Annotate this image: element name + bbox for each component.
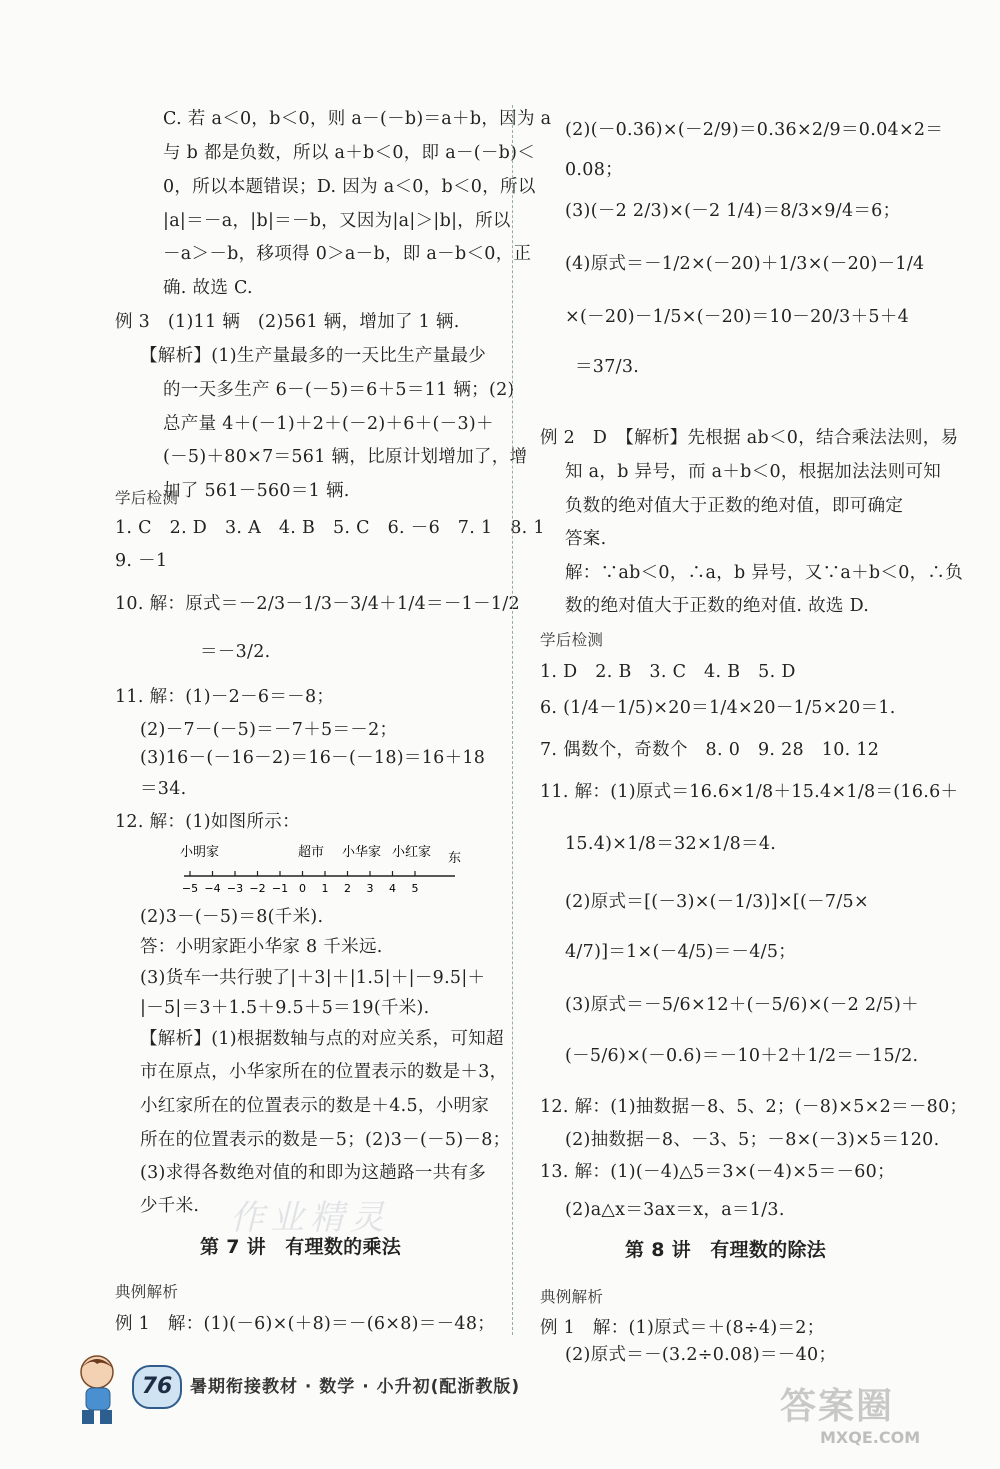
tick-label: 1 xyxy=(321,882,329,895)
answer-line: 13. 解：(1)(－4)△5＝3×(－4)×5＝－60； xyxy=(540,1162,895,1182)
tick-label: 3 xyxy=(366,882,374,895)
question-11: 11. 解：(1)－2－6＝－8； xyxy=(115,687,335,707)
question-12: 12. 解：(1)如图所示： xyxy=(115,812,300,832)
text-line: (3)求得各数绝对值的和即为这趟路一共有多 xyxy=(140,1163,487,1183)
text-line: ×(－20)－1/5×(－20)＝10－20/3＋5＋4 xyxy=(565,307,910,327)
cartoon-kid-icon xyxy=(62,1350,132,1430)
example-1-line: 例 1 解：(1)(－6)×(＋8)＝－(6×8)＝－48； xyxy=(115,1314,496,1334)
section-heading: 学后检测 xyxy=(540,631,604,649)
text-line: 【解析】(1)根据数轴与点的对应关系，可知超 xyxy=(140,1029,504,1049)
page-number: 76 xyxy=(132,1365,182,1409)
text-line: 确. 故选 C. xyxy=(163,278,253,298)
text-line: (4)原式＝－1/2×(－20)＋1/3×(－20)－1/4 xyxy=(565,254,925,274)
label-xiaohua: 小华家 xyxy=(342,845,382,860)
question-10: 10. 解：原式＝－2/3－1/3－3/4＋1/4＝－1－1/2 xyxy=(115,594,520,614)
answer-line: 7. 偶数个，奇数个 8. 0 9. 28 10. 12 xyxy=(540,740,880,760)
answer-line: 11. 解：(1)原式＝16.6×1/8＋15.4×1/8＝(16.6＋ xyxy=(540,782,959,802)
text-line: 的一天多生产 6－(－5)＝6＋5＝11 辆；(2) xyxy=(163,380,515,400)
tick-label: 4 xyxy=(389,882,396,895)
answer-line: 6. (1/4－1/5)×20＝1/4×20－1/5×20＝1. xyxy=(540,698,896,718)
watermark: 作业精灵 xyxy=(230,1198,390,1238)
text-line: |－5|＝3＋1.5＋9.5＋5＝19(千米). xyxy=(140,998,430,1018)
text-line: 加了 561－560＝1 辆. xyxy=(163,481,350,501)
text-line: 15.4)×1/8＝32×1/8＝4. xyxy=(565,834,777,854)
text-line: (－5)＋80×7＝561 辆，比原计划增加了，增 xyxy=(163,447,528,467)
text-line: (2)抽数据－8、－3、5；－8×(－3)×5＝120. xyxy=(565,1130,940,1150)
text-line: 所在的位置表示的数是－5；(2)3－(－5)－8； xyxy=(140,1130,511,1150)
tick-label: −2 xyxy=(249,882,266,895)
tick-label: −3 xyxy=(226,882,244,895)
label-east: 东 xyxy=(448,851,462,866)
text-line: 0，所以本题错误；D. 因为 a＜0，b＜0，所以 xyxy=(163,177,536,197)
text-line: 负数的绝对值大于正数的绝对值，即可确定 xyxy=(565,496,904,516)
answer-line: 9. －1 xyxy=(115,551,168,571)
tick-label: −4 xyxy=(204,882,221,895)
section-heading: 典例解析 xyxy=(115,1283,179,1301)
answer-line: 1. C 2. D 3. A 4. B 5. C 6. －6 7. 1 8. 1 xyxy=(115,518,545,538)
text-line: ＝34. xyxy=(140,779,187,799)
text-line: 0.08； xyxy=(565,160,623,180)
example-2-line: 例 2 D 【解析】先根据 ab＜0，结合乘法法则，易 xyxy=(540,428,959,448)
tick-label: −5 xyxy=(181,882,199,895)
text-line: 【解析】(1)生产量最多的一天比生产量最少 xyxy=(140,346,487,366)
example-1-line: 例 1 解：(1)原式＝＋(8÷4)＝2； xyxy=(540,1318,825,1338)
text-line: (3)原式＝－5/6×12＋(－5/6)×(－2 2/5)＋ xyxy=(565,995,919,1015)
watermark-logo: 答案圈 xyxy=(780,1386,895,1427)
lecture-7-title: 第 7 讲 有理数的乘法 xyxy=(200,1236,402,1258)
text-line: (2)原式＝－(3.2÷0.08)＝－40； xyxy=(565,1345,837,1365)
column-divider xyxy=(512,105,513,1335)
label-supermarket: 超市 xyxy=(298,845,325,860)
text-line: 与 b 都是负数，所以 a＋b＜0，即 a－(－b)＜ xyxy=(163,143,536,163)
section-heading: 学后检测 xyxy=(115,489,179,507)
text-line: 数的绝对值大于正数的绝对值. 故选 D. xyxy=(565,596,870,616)
lecture-8-title: 第 8 讲 有理数的除法 xyxy=(625,1239,827,1261)
label-xiaoming: 小明家 xyxy=(180,845,220,860)
answer-line: 12. 解：(1)抽数据－8、5、2；(－8)×5×2＝－80； xyxy=(540,1097,968,1117)
text-line: 答案. xyxy=(565,529,607,549)
text-line: －a＞－b，移项得 0＞a－b，即 a－b＜0，正 xyxy=(163,244,532,264)
text-line: 小红家所在的位置表示的数是＋4.5，小明家 xyxy=(140,1096,490,1116)
example-3-heading: 例 3 (1)11 辆 (2)561 辆，增加了 1 辆. xyxy=(115,312,460,332)
tick-label: 5 xyxy=(411,882,419,895)
section-heading: 典例解析 xyxy=(540,1288,604,1306)
text-line: (3)16－(－16－2)＝16－(－18)＝16＋18 xyxy=(140,748,486,768)
text-line: (－5/6)×(－0.6)＝－10＋2＋1/2＝－15/2. xyxy=(565,1046,919,1066)
tick-label: 0 xyxy=(299,882,306,895)
text-line: (3)(－2 2/3)×(－2 1/4)＝8/3×9/4＝6； xyxy=(565,201,901,221)
text-line: (2)(－0.36)×(－2/9)＝0.36×2/9＝0.04×2＝ xyxy=(565,120,944,140)
text-line: 4/7)]＝1×(－4/5)＝－4/5； xyxy=(565,942,797,962)
tick-label: 2 xyxy=(344,882,351,895)
text-line: (3)货车一共行驶了|＋3|＋|1.5|＋|－9.5|＋ xyxy=(140,968,486,988)
question-10-result: ＝－3/2. xyxy=(200,642,271,662)
text-line: 少千米. xyxy=(140,1196,200,1216)
text-line: C. 若 a＜0，b＜0，则 a－(－b)＝a＋b，因为 a xyxy=(163,109,552,129)
answer-line: 1. D 2. B 3. C 4. B 5. D xyxy=(540,662,796,682)
label-xiaohong: 小红家 xyxy=(392,845,432,860)
text-line: (2)－7－(－5)＝－7＋5＝－2； xyxy=(140,720,398,740)
text-line: |a|＝－a，|b|＝－b，又因为|a|＞|b|，所以 xyxy=(163,211,511,231)
text-line: 总产量 4＋(－1)＋2＋(－2)＋6＋(－3)＋ xyxy=(163,414,494,434)
watermark-url: MXQE.COM xyxy=(820,1428,921,1447)
number-line-diagram xyxy=(170,840,470,895)
text-line: ＝37/3. xyxy=(575,357,640,377)
text-line: 解：∵ab＜0，∴a，b 异号，又∵a＋b＜0，∴负 xyxy=(565,563,964,583)
text-line: 知 a，b 异号，而 a＋b＜0，根据加法法则可知 xyxy=(565,462,942,482)
tick-label: −1 xyxy=(271,882,289,895)
book-title: 暑期衔接教材 · 数学 · 小升初(配浙教版) xyxy=(190,1377,521,1397)
text-line: (2)a△x＝3ax＝x，a＝1/3. xyxy=(565,1200,785,1220)
text-line: 市在原点，小华家所在的位置表示的数是＋3， xyxy=(140,1062,508,1082)
text-line: 答：小明家距小华家 8 千米远. xyxy=(140,937,383,957)
text-line: (2)原式＝[(－3)×(－1/3)]×[(－7/5× xyxy=(565,892,869,912)
text-line: (2)3－(－5)＝8(千米). xyxy=(140,907,324,927)
